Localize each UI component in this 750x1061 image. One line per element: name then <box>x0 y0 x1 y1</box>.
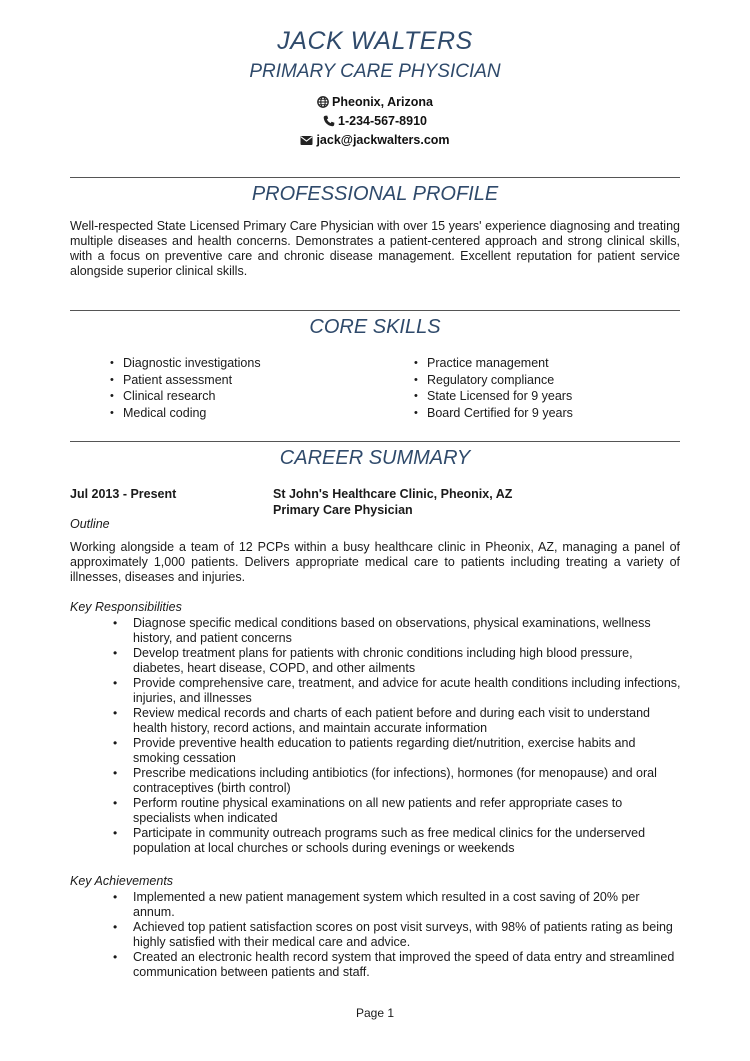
phone-text: 1-234-567-8910 <box>338 114 427 128</box>
skills-list-right <box>414 355 573 421</box>
responsibility-item: • Prescribe medications including antibiotics (for infections), hormones (for menopause) and oral contraceptives (birth control) <box>133 766 683 796</box>
responsibility-item: • Provide comprehensive care, treatment, and advice for acute health conditions including infections, injuries, and illnesses <box>133 676 683 706</box>
globe-icon <box>317 95 332 109</box>
skill-item: • Practice management <box>414 355 573 372</box>
responsibility-item: • Provide preventive health education to patients regarding diet/nutrition, exercise habits and smoking cessation <box>133 736 683 766</box>
location-text: Pheonix, Arizona <box>332 95 433 109</box>
responsibility-item: • Participate in community outreach programs such as free medical clinics for the underserved population at local churches or schools during evenings or weekends <box>133 826 683 856</box>
responsibility-item: • Develop treatment plans for patients with chronic conditions including high blood pressure, diabetes, heart disease, COPD, and other ailments <box>133 646 683 676</box>
outline-label: Outline <box>70 517 110 531</box>
contact-location <box>0 95 750 109</box>
skill-item: • Patient assessment <box>110 372 261 389</box>
skills-list-left <box>110 355 261 421</box>
profile-text: Well-respected State Licensed Primary Care Physician with over 15 years' experience diagnosing and treating multiple diseases and health concerns. Demonstrates a patient-centered approach and strong clinical skills, with a focus on preventive care and chronic disease management. Excellent reputation for patient service alongside superior clinical skills. <box>70 219 680 278</box>
outline-text: Working alongside a team of 12 PCPs within a busy healthcare clinic in Pheonix, AZ, managing a panel of approximately 1,000 patients. Delivers appropriate medical care to patients including treating a variety of illnesses, diseases and injuries. <box>70 540 680 584</box>
responsibilities-label: Key Responsibilities <box>70 600 182 614</box>
phone-icon <box>323 114 338 128</box>
section-heading-skills: CORE SKILLS <box>309 316 441 338</box>
achievement-item: • Created an electronic health record system that improved the speed of data entry and streamlined communication between patients and staff. <box>133 950 683 980</box>
job-employer: St John's Healthcare Clinic, Pheonix, AZ <box>273 487 513 501</box>
section-heading-career: CAREER SUMMARY <box>279 447 471 469</box>
skill-item: • Clinical research <box>110 388 261 405</box>
skill-item: • Medical coding <box>110 405 261 422</box>
page-number: Page 1 <box>355 1006 395 1020</box>
divider <box>70 441 680 442</box>
skill-item: • State Licensed for 9 years <box>414 388 573 405</box>
achievement-item: • Achieved top patient satisfaction scores on post visit surveys, with 98% of patients rating as being highly satisfied with their medical care and advice. <box>133 920 683 950</box>
responsibility-item: • Perform routine physical examinations on all new patients and refer appropriate cases to specialists when indicated <box>133 796 683 826</box>
email-text: jack@jackwalters.com <box>316 133 450 147</box>
job-dates: Jul 2013 - Present <box>70 487 177 501</box>
divider <box>70 310 680 311</box>
section-heading-profile: PROFESSIONAL PROFILE <box>251 183 499 205</box>
responsibility-item: • Diagnose specific medical conditions based on observations, physical examinations, wellness history, and patient concerns <box>133 616 683 646</box>
responsibility-item: • Review medical records and charts of each patient before and during each visit to understand health history, record actions, and maintain accurate information <box>133 706 683 736</box>
candidate-title: PRIMARY CARE PHYSICIAN <box>249 61 501 82</box>
job-role: Primary Care Physician <box>273 503 413 517</box>
divider <box>70 177 680 178</box>
responsibilities-list <box>133 616 683 856</box>
skill-item: • Diagnostic investigations <box>110 355 261 372</box>
achievement-item: • Implemented a new patient management system which resulted in a cost saving of 20% per annum. <box>133 890 683 920</box>
contact-email <box>0 133 750 147</box>
envelope-icon <box>300 133 316 147</box>
contact-phone <box>0 114 750 128</box>
achievements-list <box>133 890 683 980</box>
candidate-name: JACK WALTERS <box>277 27 473 55</box>
achievements-label: Key Achievements <box>70 874 174 888</box>
skill-item: • Regulatory compliance <box>414 372 573 389</box>
skill-item: • Board Certified for 9 years <box>414 405 573 422</box>
